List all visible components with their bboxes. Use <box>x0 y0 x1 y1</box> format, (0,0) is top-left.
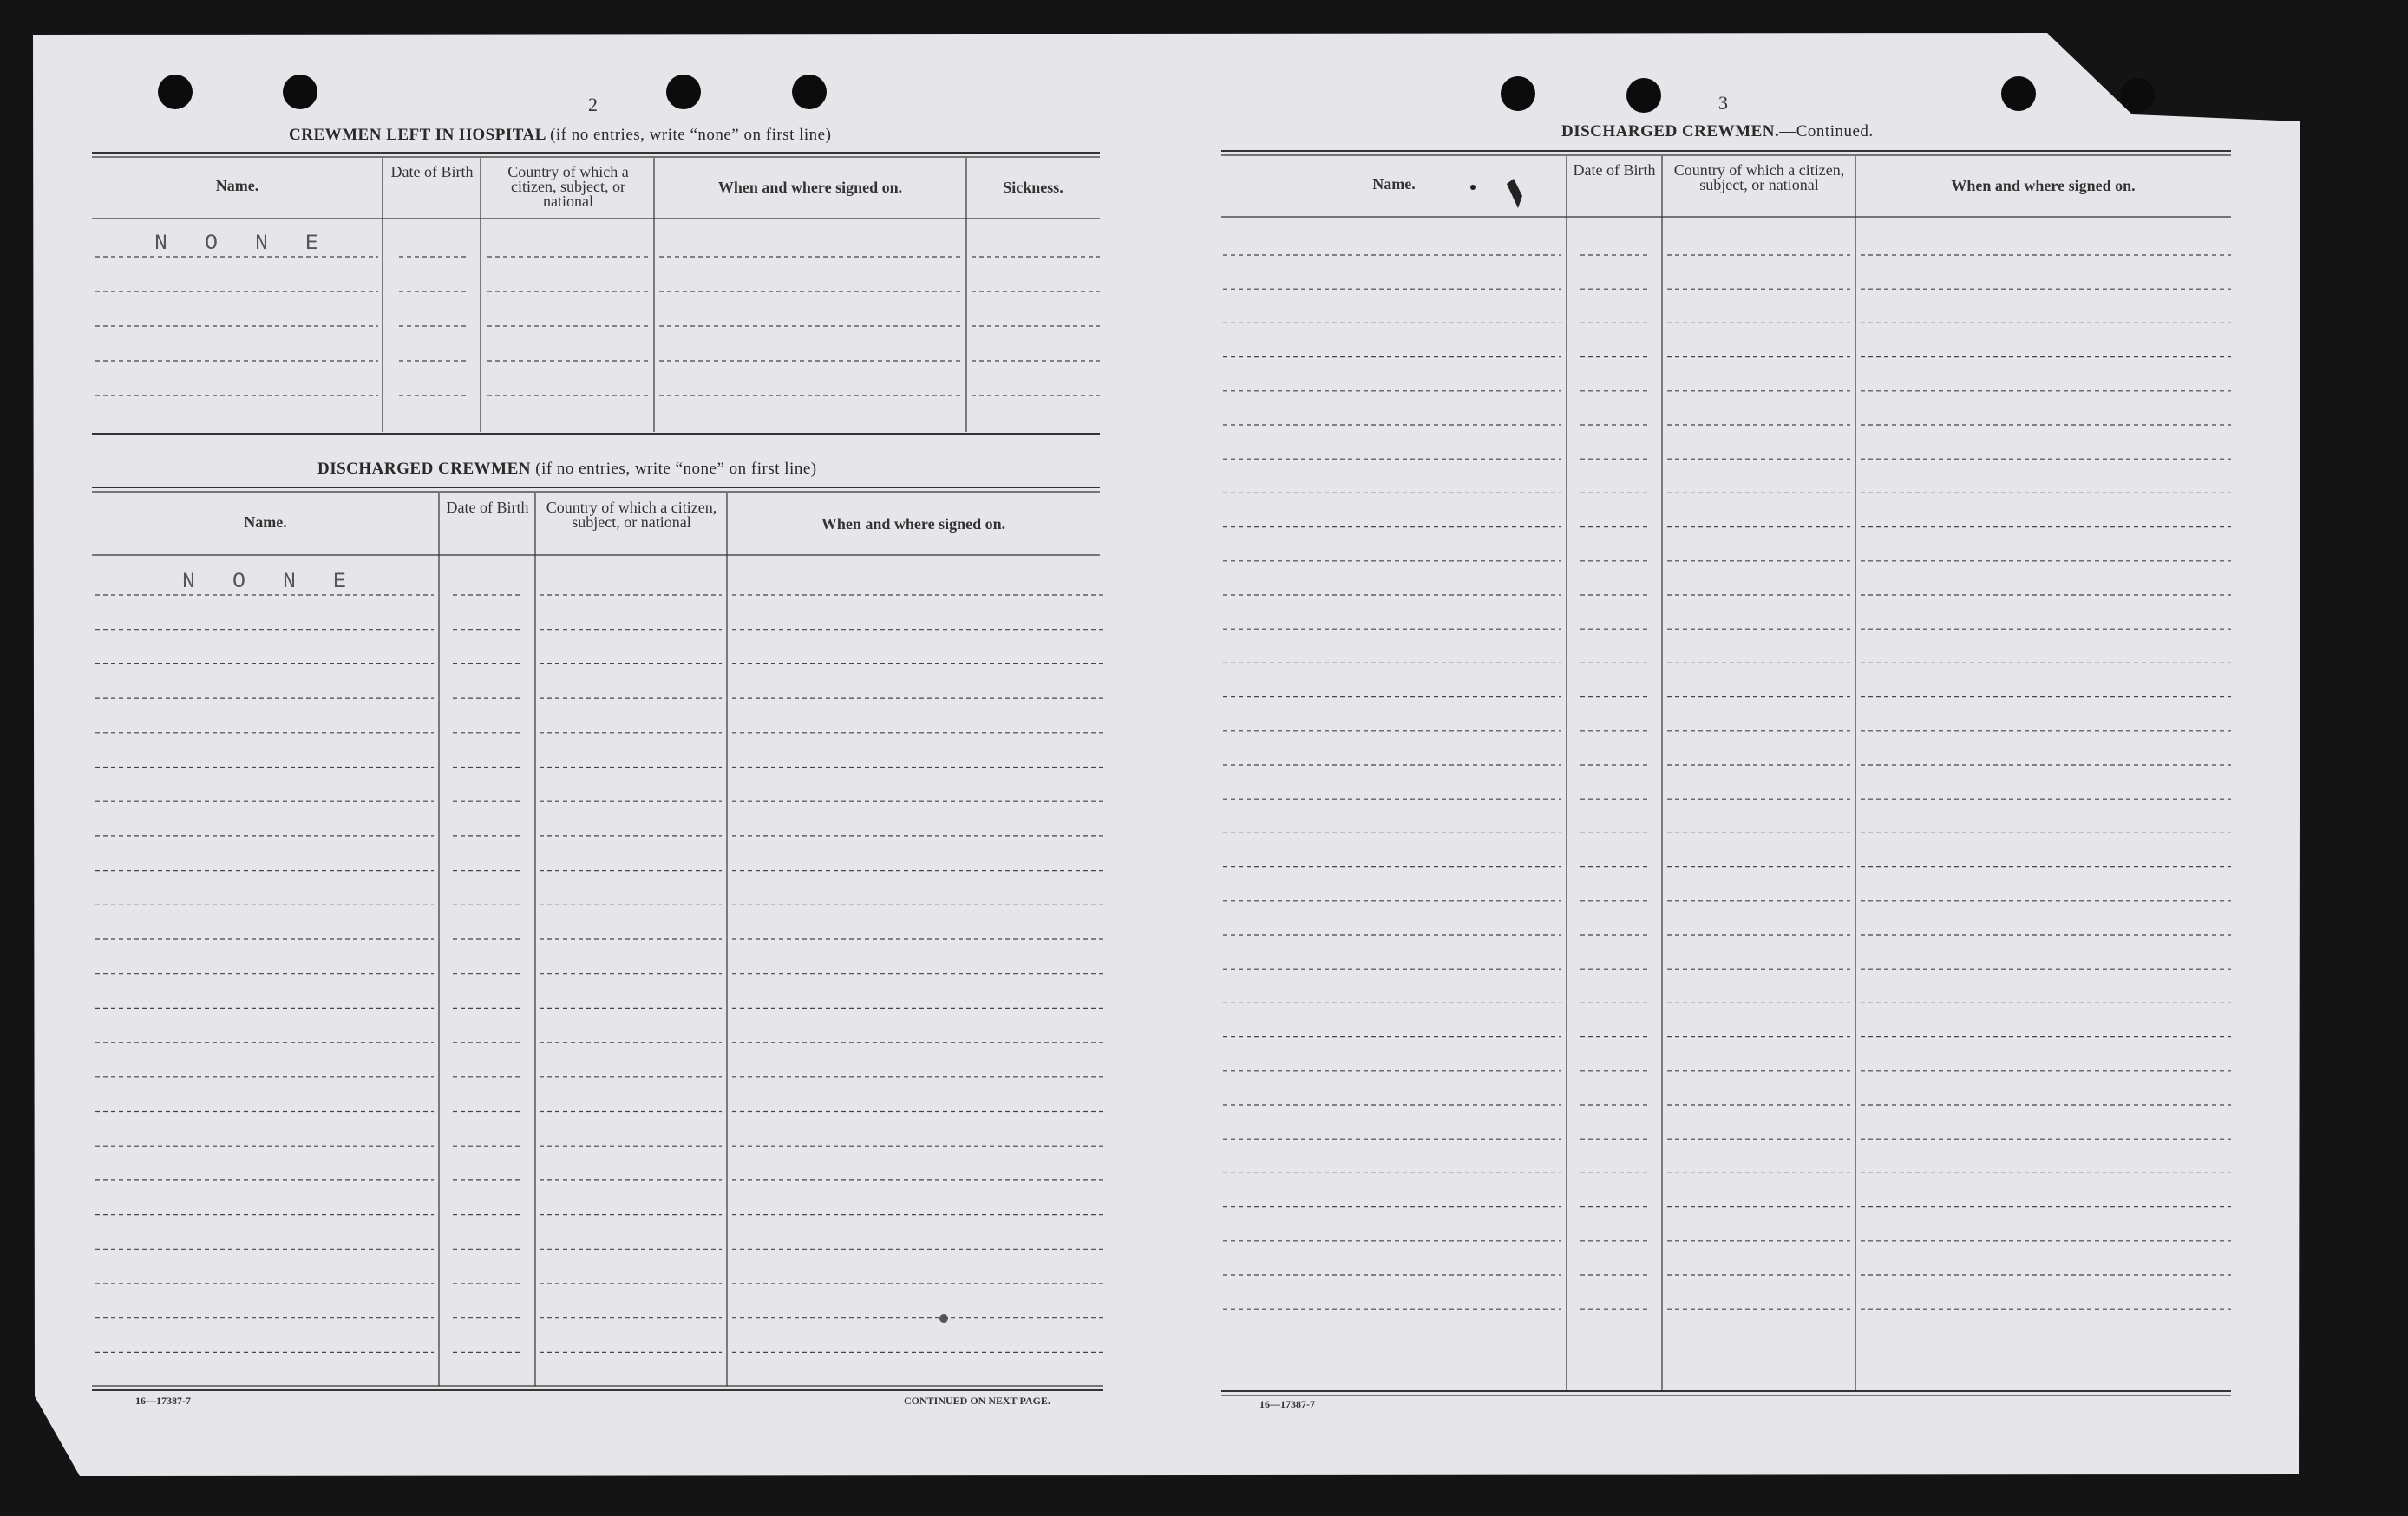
continued-title-text: DISCHARGED CREWMEN. <box>1561 122 1780 140</box>
hospital-col-name: Name. <box>215 177 259 194</box>
discharged-section-title <box>317 460 817 479</box>
hospital-title-text: CREWMEN LEFT IN HOSPITAL <box>289 126 546 144</box>
right-page-number: 3 <box>1718 92 1728 114</box>
hospital-col-date-of-birth: Date of Birth <box>390 163 474 180</box>
hospital-first-entry: N O N E <box>154 231 331 256</box>
left-form-number: 16—17387-7 <box>135 1395 191 1407</box>
hospital-instruction: (if no entries, write “none” on first line) <box>550 126 832 144</box>
discharged-col-country: Country of which a citizen, subject, or national <box>546 499 717 531</box>
hospital-section-title <box>289 126 831 145</box>
discharged-instruction: (if no entries, write “none” on first line) <box>535 460 817 478</box>
continued-on-next-page: CONTINUED ON NEXT PAGE. <box>904 1395 1050 1407</box>
hospital-col-sickness: Sickness. <box>1003 179 1063 196</box>
left-page-number: 2 <box>588 94 598 115</box>
discharged-col-name: Name. <box>244 513 287 531</box>
paper-background <box>33 33 2300 1476</box>
discharged-col-when-where: When and where signed on. <box>821 515 1006 533</box>
continued-col-date-of-birth: Date of Birth <box>1573 161 1656 179</box>
right-form-number: 16—17387-7 <box>1260 1398 1315 1410</box>
discharged-first-entry: N O N E <box>182 569 359 594</box>
continued-section-title <box>1561 122 1874 141</box>
continued-col-country: Country of which a citizen, subject, or national <box>1673 161 1845 193</box>
continued-col-name: Name. <box>1372 175 1416 193</box>
hospital-col-country: Country of which a citizen, subject, or national <box>507 163 629 210</box>
hospital-col-when-where: When and where signed on. <box>717 179 903 196</box>
continued-title-suffix: —Continued. <box>1779 122 1874 140</box>
continued-col-when-where: When and where signed on. <box>1951 177 2136 194</box>
discharged-col-date-of-birth: Date of Birth <box>446 499 529 516</box>
discharged-title-text: DISCHARGED CREWMEN <box>317 460 531 478</box>
